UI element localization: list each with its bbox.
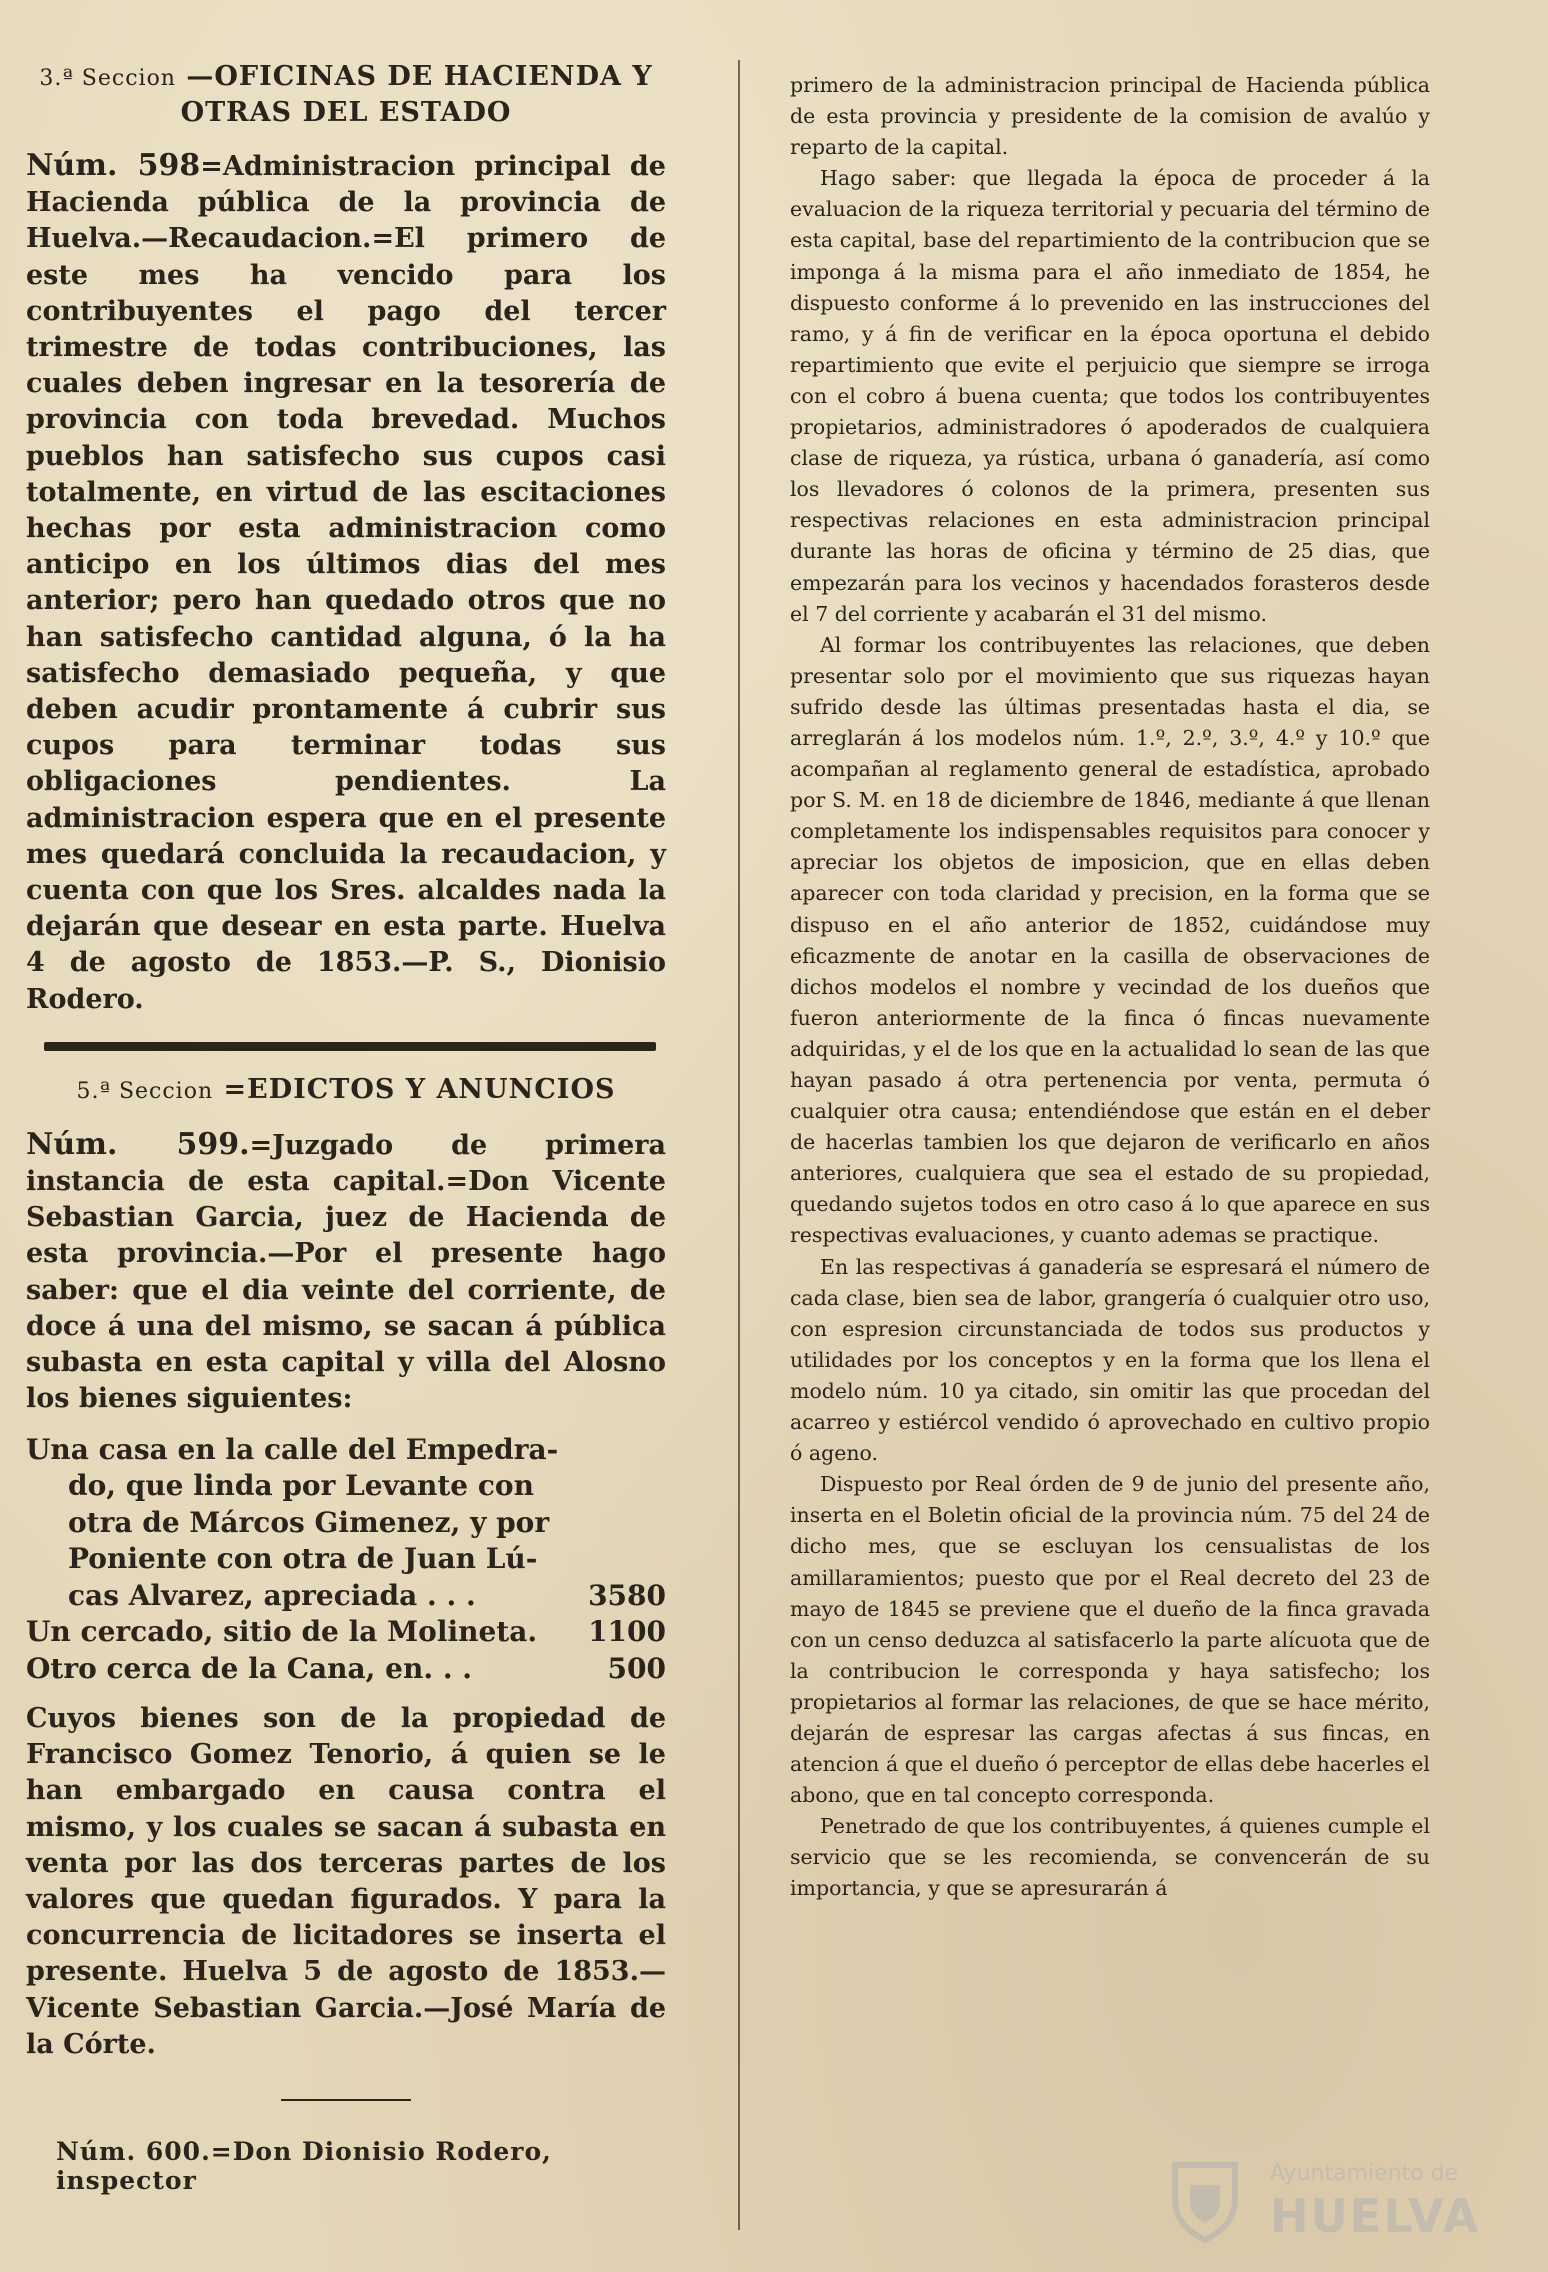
property-2-row: [26, 1614, 666, 1651]
item-600-line: Núm. 600.=Don Dionisio Rodero, inspector: [56, 2137, 552, 2196]
property-3-row: [26, 1651, 666, 1688]
shield-logo-icon: [1160, 2155, 1250, 2245]
property-1-line-3: otra de Márcos Gimenez, y por: [68, 1505, 550, 1539]
section-5-prefix: 5.ª Seccion: [76, 1078, 214, 1104]
column-divider: [738, 60, 740, 2230]
archive-watermark: [1150, 2155, 1510, 2245]
property-1-line-1: Una casa en la calle del Empedra-: [26, 1432, 559, 1466]
section-separator-rule: [44, 1042, 656, 1051]
item-598-number: Núm. 598: [26, 148, 201, 183]
property-1-row: [26, 1578, 666, 1615]
item-598: [26, 148, 666, 1018]
right-column: [790, 70, 1430, 1905]
item-599: [26, 1127, 666, 1418]
property-2-name: Un cercado, sitio de la Molineta.: [26, 1615, 538, 1648]
property-1-price: 3580: [588, 1578, 666, 1612]
item-599-body: =Juzgado de primera instancia de esta capital.=Don Vicente Sebastian Garcia, juez de Hacienda de esta provincia.—Por el presente hago saber: que el dia veinte del corriente, de doce á una del mismo, se sacan á pública subasta en esta capital y villa del Alosno los bienes siguientes:: [26, 1129, 666, 1415]
property-1-line-5: cas Alvarez, apreciada . . .: [68, 1578, 476, 1612]
left-column: [26, 60, 666, 2195]
item-599-closing: Cuyos bienes son de la propiedad de Francisco Gomez Tenorio, á quien se le han embargado en causa contra el mismo, y los cuales se sacan á subasta en venta por las dos terceras partes de los valores que quedan figurados. Y para la concurrencia de licitadores se inserta el presente. Huelva 5 de agosto de 1853.—Vicente Sebastian Garcia.—José María de la Córte.: [26, 1703, 666, 2060]
right-paragraph-2: Hago saber: que llegada la época de proceder á la evaluacion de la riqueza territorial y pecuaria del término de esta capital, base del repartimiento de la contribucion que se imponga á la misma para el año inmediato de 1854, he dispuesto conforme á lo prevenido en las instrucciones del ramo, y á fin de verificar en la época oportuna el debido repartimiento que evite el perjuicio que siempre se irroga con el cobro á buena cuenta; que todos los contribuyentes propietarios, administradores ó apoderados de cualquiera clase de riqueza, ya rústica, urbana ó ganadería, así como los llevadores ó colonos de la primera, presenten sus respectivas relaciones en esta administracion principal durante las horas de oficina y término de 25 dias, que empezarán para los vecinos y hacendados forasteros desde el 7 del corriente y acabarán el 31 del mismo.: [790, 166, 1430, 626]
short-separator-rule: [281, 2099, 411, 2101]
property-1-line-4: Poniente con otra de Juan Lú-: [68, 1542, 538, 1575]
right-paragraph-4: En las respectivas á ganadería se espresará el número de cada clase, bien sea de labor, grangería ó cualquier otro uso, con espresion circunstanciada de todos sus productos y utilidades por los conceptos y en la forma que los llena el modelo núm. 10 ya citado, sin omitir las que procedan del acarreo y estiércol vendido ó aprovechado en cultivo propio ó ageno.: [790, 1254, 1430, 1466]
section-5-heading: [26, 1073, 666, 1109]
item-599-number: Núm. 599.: [26, 1126, 250, 1162]
property-1-line-2: do, que linda por Levante con: [68, 1469, 534, 1502]
section-3-title: —OFICINAS DE HACIENDA Y OTRAS DEL ESTADO: [180, 61, 653, 128]
right-paragraph-3: Al formar los contribuyentes las relaciones, que deben presentar solo por el movimiento que sus riquezas hayan sufrido desde las últimas presentadas hasta el dia, se arreglarán á los modelos núm. 1.º, 2.º, 3.º, 4.º y 10.º que acompañan al reglamento general de estadística, aprobado por S. M. en 18 de diciembre de 1846, mediante á que llenan completamente los indispensables requisitos para conocer y apreciar los objetos de imposicion, que en ellas deben aparecer con toda claridad y precision, en la forma que se dispuso en el año anterior de 1852, cuidándose muy eficazmente de anotar en la casilla de observaciones de dichos modelos el nombre y vecindad de los dueños que fueron anteriormente de la finca ó fincas nuevamente adquiridas, y el de los que en la actualidad lo sean de las que hayan pasado á otra pertenencia por venta, permuta ó cualquier otra causa; entendiéndose que están en el deber de hacerlas tambien los que dejaron de verificarlo en años anteriores, cualquiera que sea el estado de su propiedad, quedando sujetos todos en otro caso á lo que aparece en sus respectivas evaluaciones, y cuanto ademas se practique.: [790, 632, 1430, 1248]
section-3-prefix: 3.ª Seccion: [39, 66, 176, 91]
property-3-price: 500: [607, 1651, 666, 1685]
property-list: [26, 1432, 666, 1688]
right-paragraph-6: Penetrado de que los contribuyentes, á quienes cumple el servicio que se les recomienda, se convencerán de su importancia, y que se apresurarán á: [790, 1814, 1430, 1901]
watermark-bottom-text: HUELVA: [1270, 2189, 1481, 2243]
section-5-title: =EDICTOS Y ANUNCIOS: [223, 1073, 616, 1105]
property-2-price: 1100: [588, 1615, 666, 1648]
watermark-top-text: Ayuntamiento de: [1270, 2161, 1459, 2186]
section-3-heading: [26, 60, 666, 130]
right-paragraph-1: primero de la administracion principal de Hacienda pública de esta provincia y presidente de la comision de avalúo y reparto de la capital.: [790, 73, 1430, 160]
property-3-name: Otro cerca de la Cana, en. . .: [26, 1651, 473, 1685]
right-paragraph-5: Dispuesto por Real órden de 9 de junio del presente año, inserta en el Boletin oficial de la provincia núm. 75 del 24 de dicho mes, que se escluyan los censualistas de los amillaramientos; puesto que por el Real decreto del 23 de mayo de 1845 se previene que el dueño de la finca gravada con un censo deduzca al satisfacerlo la parte alícuota que de la contribucion le corresponda y haya satisfecho; los propietarios al formar las relaciones, de que se hace mérito, dejarán de espresar las cargas afectas á sus fincas, en atencion á que el dueño ó perceptor de ellas debe hacerles el abono, que en tal concepto corresponda.: [790, 1472, 1430, 1808]
item-598-body: =Administracion principal de Hacienda pública de la provincia de Huelva.—Recaudacion.=El primero de este mes ha vencido para los contribuyentes el pago del tercer trimestre de todas contribuciones, las cuales deben ingresar en la tesorería de provincia con toda brevedad. Muchos pueblos han satisfecho sus cupos casi totalmente, en virtud de las escitaciones hechas por esta administracion como anticipo en los últimos dias del mes anterior; pero han quedado otros que no han satisfecho cantidad alguna, ó la ha satisfecho demasiado pequeña, y que deben acudir prontamente á cubrir sus cupos para terminar todas sus obligaciones pendientes. La administracion espera que en el presente mes quedará concluida la recaudacion, y cuenta con que los Sres. alcaldes nada la dejarán que desear en esta parte. Huelva 4 de agosto de 1853.—P. S., Dionisio Rodero.: [26, 151, 666, 1015]
